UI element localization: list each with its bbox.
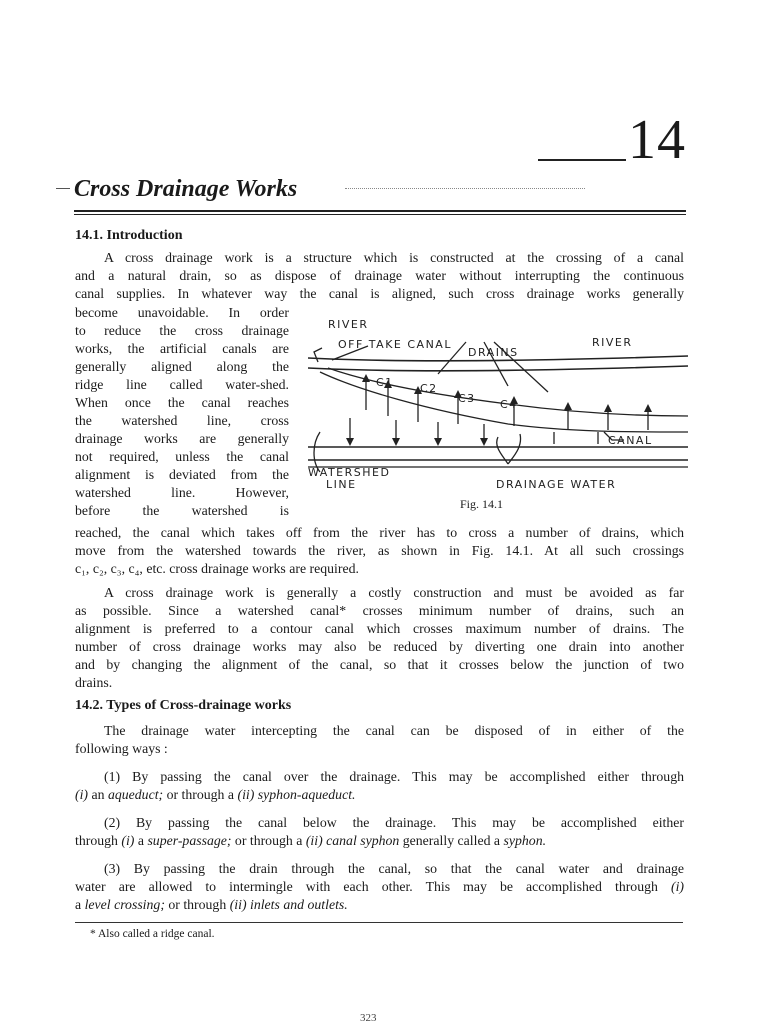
- para2-line: and by changing the alignment of the canal, so that it crosses below the junction of two: [75, 657, 684, 672]
- intro-line: drainage works are generally: [75, 431, 289, 446]
- type3-line2: water are allowed to intermingle with each other. This may be accomplished through (i): [75, 879, 684, 894]
- label-c4: C4: [500, 398, 518, 411]
- page-number: 323: [360, 1012, 377, 1024]
- label-river-top: RIVER: [328, 318, 369, 331]
- para2-line: A cross drainage work is generally a costly construction and must be avoided as far: [104, 585, 684, 600]
- intro-line: c₁, c₂, c₃, c₄, etc. cross drainage works are required.: [75, 561, 359, 576]
- intro-line: canal supplies. In whatever way the canal is aligned, such cross drainage works generally: [75, 286, 684, 301]
- river-pointer: [314, 348, 322, 362]
- intro-line: the watershed line, cross: [75, 413, 289, 428]
- intro-line: before the watershed is: [75, 503, 289, 518]
- section-heading-introduction: 14.1. Introduction: [75, 228, 183, 243]
- intro-line: and a natural drain, so as dispose of drainage water without interrupting the continuous: [75, 268, 684, 283]
- intro-line: A cross drainage work is a structure which is constructed at the crossing of a canal: [104, 250, 684, 265]
- label-c1: C1: [376, 376, 394, 389]
- label-drains: DRAINS: [468, 346, 519, 359]
- footnote: * Also called a ridge canal.: [90, 928, 215, 940]
- intro-line: works, the artificial canals are: [75, 341, 289, 356]
- label-canal: CANAL: [608, 434, 653, 447]
- title-dotted-rule: [345, 188, 585, 189]
- intro-line: ridge line called water-shed.: [75, 377, 289, 392]
- figure-14-1-diagram: [308, 312, 688, 507]
- intro-line: generally aligned along the: [75, 359, 289, 374]
- title-rule-thin: [74, 214, 686, 215]
- intro-line: reached, the canal which takes off from the river has to cross a number of drains, which: [75, 525, 684, 540]
- types-intro-line: The drainage water intercepting the canal can be disposed of in either of the: [104, 723, 684, 738]
- intro-line: become unavoidable. In order: [75, 305, 289, 320]
- title-rule-thick: [74, 210, 686, 212]
- intro-line: to reduce the cross drainage: [75, 323, 289, 338]
- label-watershed: WATERSHED: [308, 466, 391, 479]
- figure-caption: Fig. 14.1: [460, 497, 504, 511]
- label-c2: C2: [420, 382, 438, 395]
- type1-line2: (i) an aqueduct; or through a (ii) syphon-aqueduct.: [75, 787, 356, 802]
- type2-line: (2) By passing the canal below the drainage. This may be accomplished either: [104, 815, 684, 830]
- intro-line: When once the canal reaches: [75, 395, 289, 410]
- label-c3: C3: [458, 392, 476, 405]
- intro-line: not required, unless the canal: [75, 449, 289, 464]
- section-heading-types: 14.2. Types of Cross-drainage works: [75, 698, 292, 713]
- type3-line: (3) By passing the drain through the canal, so that the canal water and drainage: [104, 861, 684, 876]
- intro-line: watershed line. However,: [75, 485, 289, 500]
- label-watershed-line: LINE: [326, 478, 357, 491]
- para2-line: alignment is preferred to a contour canal which crosses maximum number of drains. The: [75, 621, 684, 636]
- title-lead-dash: [56, 188, 70, 189]
- chapter-number-rule: [538, 159, 626, 161]
- label-drainage-water: DRAINAGE WATER: [496, 478, 617, 491]
- label-river-right: RIVER: [592, 336, 633, 349]
- chapter-title: Cross Drainage Works: [74, 176, 298, 202]
- types-intro-line: following ways :: [75, 741, 168, 756]
- para2-line: as possible. Since a watershed canal* crosses minimum number of drains, such an: [75, 603, 684, 618]
- type2-line2: through (i) a super-passage; or through a (ii) canal syphon generally called a syphon.: [75, 833, 547, 848]
- intro-line: move from the watershed towards the river, as shown in Fig. 14.1. At all such crossings: [75, 543, 684, 558]
- intro-line: alignment is deviated from the: [75, 467, 289, 482]
- chapter-number: 14: [628, 109, 686, 171]
- type1-line: (1) By passing the canal over the drainage. This may be accomplished either through: [104, 769, 684, 784]
- type3-line3: a level crossing; or through (ii) inlets and outlets.: [75, 897, 348, 912]
- para2-line: number of cross drainage works may also be reduced by diverting one drain into another: [75, 639, 684, 654]
- para2-line: drains.: [75, 675, 113, 690]
- label-off-take-canal: OFF TAKE CANAL: [338, 338, 452, 351]
- footnote-rule: [75, 922, 683, 923]
